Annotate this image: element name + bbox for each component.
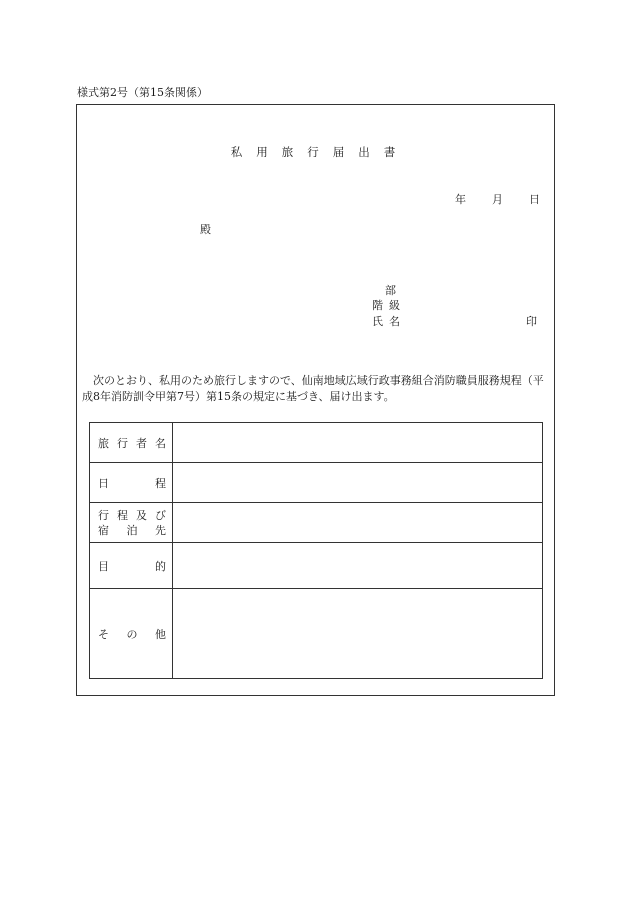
traveler-name-label: 旅 行 者 名 [90, 423, 173, 463]
traveler-name-field[interactable] [173, 423, 543, 463]
table-row [90, 463, 543, 503]
date-month-label: 月 [492, 193, 503, 206]
rank-label: 階級 [372, 299, 406, 312]
schedule-field[interactable] [173, 463, 543, 503]
table-row [90, 543, 543, 589]
body-paragraph: 次のとおり、私用のため旅行しますので、仙南地域広域行政事務組合消防職員服務規程（平成8年消防訓令甲第7号）第15条の規定に基づき、届け出ます。 [82, 374, 544, 403]
seal-mark: 印 [526, 315, 537, 328]
date-year-label: 年 [455, 193, 466, 206]
details-table [89, 422, 543, 679]
purpose-field[interactable] [173, 543, 543, 589]
addressee-honorific: 殿 [200, 223, 211, 236]
other-label: そ の 他 [90, 589, 173, 679]
name-label: 氏名 [372, 315, 406, 328]
itinerary-lodging-label: 行 程 及 び 宿 泊 先 [90, 503, 173, 543]
itinerary-lodging-field[interactable] [173, 503, 543, 543]
document-title: 私用旅行届出書 [230, 145, 410, 159]
other-field[interactable] [173, 589, 543, 679]
purpose-label: 目 的 [90, 543, 173, 589]
schedule-label: 日 程 [90, 463, 173, 503]
department-label: 部 [385, 284, 396, 297]
table-row [90, 589, 543, 679]
form-number-header: 様式第2号（第15条関係） [77, 86, 208, 99]
table-row [90, 503, 543, 543]
table-row [90, 423, 543, 463]
date-day-label: 日 [529, 193, 540, 206]
